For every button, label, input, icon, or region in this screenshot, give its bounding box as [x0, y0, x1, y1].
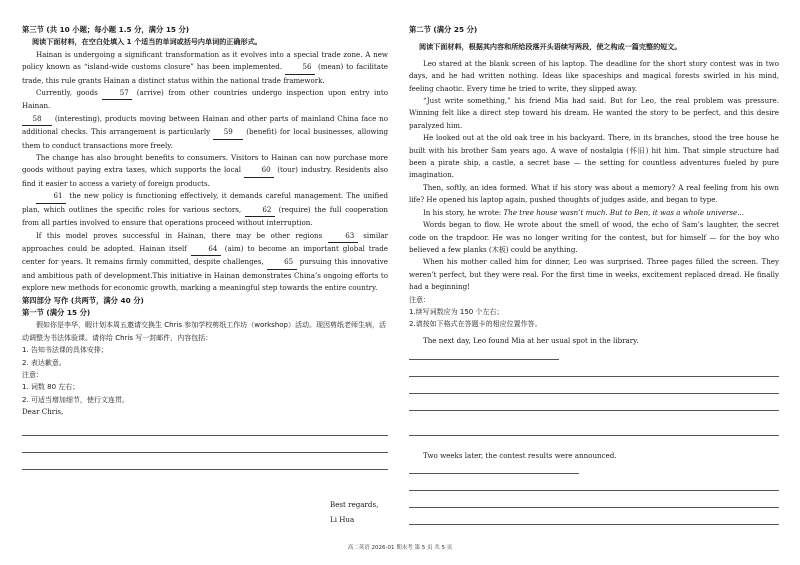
passage-text: the new policy is functioning effectively, it demands careful management. The unified plan, which outlines the specific roles for various sectors, [22, 191, 388, 214]
writing-line[interactable] [22, 453, 388, 470]
writing-line[interactable] [22, 436, 388, 453]
writing-task: 假如你是李华，暇计划本周五邀请交换生 Chris 参加学校剪纸工作坊（workshop）活动。现因剪纸老师生病，活动调整为书法体验课。请你给 Chris 写一封邮件，内容包括： [22, 321, 386, 342]
note-label: 注意： [409, 295, 430, 304]
passage-text: If this model proves successful in Hainan, there may be other regions [36, 230, 323, 240]
task-point: 1. 告知书法课的具体安排； [22, 346, 108, 355]
writing-line[interactable] [409, 491, 779, 508]
lead-sentence: The next day, Leo found Mia at her usual spot in the library. [423, 335, 639, 345]
part-title: 第四部分 写作 (共两节，满分 40 分) [22, 295, 144, 305]
passage-text: pursuing this innovative and ambitious path of development.This initiative in Hainan demonstrates China’s ongoing efforts to explore new methods for economic growth, marking a meaningful step towards the entire country. [22, 257, 389, 293]
instruction: 阅读下面材料，在空白处填入 1 个适当的单词或括号内单词的正确形式。 [32, 37, 262, 47]
writing-line[interactable] [409, 377, 779, 394]
passage-text: (interesting), products moving between Hainan and other parts of mainland China face no additional checks. This arrangement is particularly [22, 113, 388, 137]
passage-text: (mean) to facilitate trade, this rule grants Hainan a distinct status within the national trade framework. [22, 62, 389, 85]
passage-text: (require) the full cooperation from all parties involved to ensure that operations proceed without interruption. [22, 204, 388, 228]
story-paragraph: He looked out at the old oak tree in his backyard. There, in its branches, stood the tree house he built with his brother Sam years ago. A wave of nostalgia (怀旧) hit him. That simple structure had been a pirate ship, a castle, a secret base — the setting for countless adventures fueled by pure imagination. [409, 133, 779, 180]
writing-line[interactable] [409, 411, 779, 436]
passage-text: Hainan is undergoing a significant transformation as it evolves into a special trade zone. A new policy known as “island-wide customs closure” has been implemented. [22, 49, 388, 72]
story-paragraph: Words began to flow. He wrote about the smell of wood, the echo of Sam’s laughter, the secret code on the trapdoor. He was no longer writing for the contest, but for himself — for the boy who believed a few planks (木板) could be anything. [409, 220, 779, 254]
answer-blank-60[interactable]: 60 [244, 164, 274, 177]
passage-text: (arrive) from other countries undergo inspection upon entry into Hainan. [22, 88, 388, 111]
left-column [22, 24, 388, 470]
continuation-lead-1 [409, 335, 779, 360]
note-item: 2.请按如下格式在答题卡的相应位置作答。 [409, 320, 542, 329]
continuation-lead-2 [409, 450, 779, 475]
writing-line[interactable] [22, 419, 388, 436]
writing-line[interactable] [409, 474, 779, 491]
section-title: 第二节 (满分 25 分) [409, 25, 478, 34]
lead-sentence: Two weeks later, the contest results were announced. [423, 450, 617, 460]
passage-paragraph [22, 49, 388, 87]
note-item: 2. 可适当增加细节，使行文连贯。 [22, 395, 129, 404]
passage-paragraph [22, 152, 388, 190]
section-title: 第一节 (满分 15 分) [22, 307, 91, 317]
answer-blank-58[interactable]: 58 [22, 113, 52, 126]
instruction: 阅读下面材料，根据其内容和所给段落开头语续写两段，使之构成一篇完整的短文。 [419, 42, 682, 52]
passage-paragraph [22, 113, 388, 152]
right-column [409, 24, 779, 525]
story-italic-quote: The tree house wasn’t much. But to Ben, it was a whole universe... [503, 207, 744, 217]
story-paragraph: Then, softly, an idea formed. What if his story was about a memory? A real feeling from his own life? He opened his laptop again, pushed thoughts of judges aside, and began to type. [409, 182, 779, 205]
note-label: 注意： [22, 370, 43, 379]
page-footer: 高二英语 2026-01 期末考 第 5 页 共 5 页 [347, 545, 453, 551]
story-paragraph: “Just write something,” his friend Mia had said. But for Leo, the real problem was pressure. Winning felt like a direct step toward his dream. He wanted the story to be perfect, and this desire paralyzed him. [409, 96, 779, 130]
story-text: In his story, he wrote: [423, 207, 504, 217]
passage-text: Currently, goods [36, 88, 98, 98]
email-greeting: Dear Chris, [22, 407, 64, 417]
note-item: 1. 词数 80 左右； [22, 383, 80, 392]
answer-blank-59[interactable]: 59 [213, 126, 243, 139]
story-paragraph [409, 207, 779, 219]
answer-blank-63[interactable]: 63 [328, 230, 358, 243]
passage-paragraph [22, 230, 388, 295]
email-closing: Best regards, [330, 500, 379, 509]
passage-text: (benefit) for local businesses, allowing them to conduct transactions more freely. [22, 127, 388, 150]
answer-blank-57[interactable]: 57 [102, 87, 132, 100]
answer-blank-56[interactable]: 56 [285, 61, 315, 74]
passage-paragraph [22, 190, 388, 229]
story-paragraph: Leo stared at the blank screen of his laptop. The deadline for the short story contest was in two days, and he had written nothing. Ideas like spaceships and magical forests swirled in his mind, feeling chaotic. Every time he tried to write, they slipped away. [409, 58, 779, 93]
writing-line[interactable] [409, 464, 579, 474]
passage-text: (tour) industry. Residents also find it easier to access a variety of foreign products. [22, 165, 388, 188]
writing-line[interactable] [409, 394, 779, 411]
writing-line[interactable] [409, 360, 779, 377]
answer-blank-62[interactable]: 62 [245, 204, 275, 217]
answer-blank-65[interactable]: 65 [267, 256, 297, 269]
passage-text: similar approaches could be adopted. Hainan itself [22, 230, 388, 253]
writing-line[interactable] [409, 350, 559, 360]
note-item: 1.续写词数应为 150 个左右； [409, 307, 504, 316]
email-signature: Li Hua [330, 515, 355, 524]
passage-text: (aim) to become an important global trade center for years. It remains firmly committed, despite challenges, [22, 243, 388, 267]
passage-text: The change has also brought benefits to consumers. Visitors to Hainan can now purchase more goods without paying extra taxes, which supports the local [22, 153, 388, 175]
answer-blank-61[interactable]: 61 [36, 190, 66, 203]
section-title: 第三节 (共 10 小题；每小题 1.5 分，满分 15 分) [22, 25, 190, 34]
writing-line[interactable] [409, 508, 779, 525]
task-point: 2. 表达歉意。 [22, 358, 66, 367]
passage-paragraph [22, 87, 388, 113]
story-paragraph: When his mother called him for dinner, Leo was surprised. Three pages filled the screen. They weren’t perfect, but they were real. For the first time in weeks, excitement replaced dread. He finally had a beginning! [409, 257, 779, 292]
answer-blank-64[interactable]: 64 [191, 243, 221, 256]
